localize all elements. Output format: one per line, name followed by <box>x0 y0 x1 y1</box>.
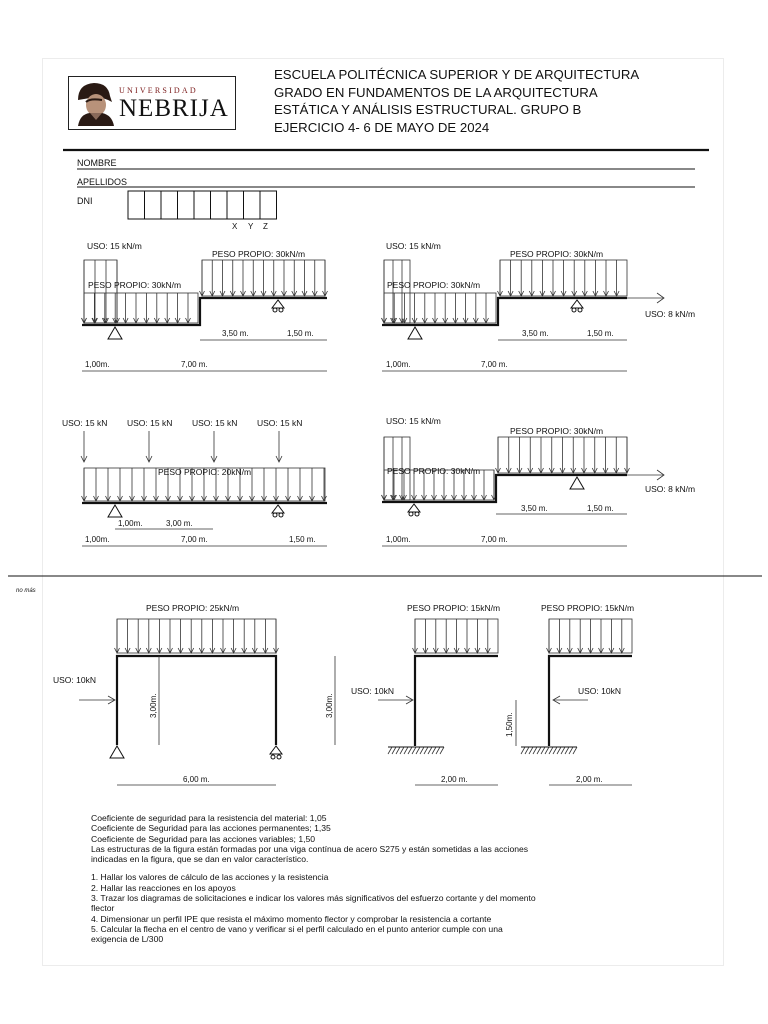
peso-propio-label: PESO PROPIO: 20kN/m <box>158 467 252 477</box>
dimension-label: 1,50 m. <box>587 329 614 338</box>
roller-support-icon <box>571 300 583 308</box>
exercise-2 <box>382 241 696 371</box>
beam-1 <box>82 298 327 325</box>
uso-axial-label: USO: 8 kN/m <box>645 484 696 494</box>
pin-support-icon <box>110 746 124 758</box>
pin-support-icon <box>408 327 422 339</box>
logo-name-text: NEBRIJA <box>119 95 229 122</box>
dimension-label: 3,00m. <box>325 693 334 718</box>
dimension-label: 3,00m. <box>149 693 158 718</box>
apellidos-label: APELLIDOS <box>77 177 128 187</box>
dni-field[interactable] <box>128 191 277 219</box>
point-load-label: USO: 15 kN <box>62 418 108 428</box>
exercise-3 <box>62 418 327 546</box>
pin-support-icon <box>570 477 584 489</box>
roller-support-icon <box>272 300 284 308</box>
pin-support-icon <box>108 505 122 517</box>
student-form <box>77 158 695 231</box>
dimension-label: 3,00 m. <box>166 519 193 528</box>
dimension-label: 1,00m. <box>386 360 411 369</box>
point-load-arrow-icon <box>276 431 282 462</box>
dimension-label: 1,00m. <box>85 535 110 544</box>
uso-load-label: USO: 15 kN/m <box>87 241 142 251</box>
distributed-load-icon <box>547 619 633 653</box>
distributed-load-icon <box>413 619 499 653</box>
dimension-label: 1,50m. <box>505 712 514 737</box>
ground-hatch-icon <box>521 747 577 754</box>
safety-coefficient: Coeficiente de seguridad para la resistencia del material: 1,05 <box>91 813 327 823</box>
uso-load-label: USO: 10kN <box>578 686 621 696</box>
header-line: EJERCICIO 4- 6 DE MAYO DE 2024 <box>274 119 490 135</box>
dimension-label: 1,50 m. <box>587 504 614 513</box>
dimension-label: 3,50 m. <box>222 329 249 338</box>
cantilever-frame <box>415 656 498 746</box>
point-load-label: USO: 15 kN <box>257 418 303 428</box>
dimension-label: 1,00m. <box>118 519 143 528</box>
peso-propio-label: PESO PROPIO: 30kN/m <box>212 249 306 259</box>
header-line: GRADO EN FUNDAMENTOS DE LA ARQUITECTURA <box>274 84 598 100</box>
dimension-label: 3,50 m. <box>521 504 548 513</box>
point-load-label: USO: 15 kN <box>127 418 173 428</box>
beam-2 <box>382 298 627 325</box>
peso-propio-label: PESO PROPIO: 30kN/m <box>88 280 182 290</box>
uso-load-label: USO: 15 kN/m <box>386 241 441 251</box>
pin-support-icon <box>108 327 122 339</box>
dimension-label: 1,00m. <box>85 360 110 369</box>
handwritten-note: no más <box>16 588 36 594</box>
dimension-label: 7,00 m. <box>181 535 208 544</box>
dimension-label: 1,50 m. <box>289 535 316 544</box>
dimension-label: 7,00 m. <box>481 535 508 544</box>
uso-load-icon <box>382 260 411 323</box>
frame-1 <box>53 603 335 785</box>
dni-letter: X <box>232 222 238 231</box>
dni-letter: Z <box>263 222 268 231</box>
peso-propio-label: PESO PROPIO: 15kN/m <box>541 603 635 613</box>
point-load-arrow-icon <box>81 431 87 462</box>
ground-hatch-icon <box>388 747 444 754</box>
logo-university-text: UNIVERSIDAD <box>119 86 198 95</box>
frame-2 <box>351 603 516 785</box>
distributed-load-icon <box>82 293 199 323</box>
frame-3 <box>521 603 634 785</box>
exercise-4 <box>382 416 696 546</box>
point-load-arrow-icon <box>211 431 217 462</box>
distributed-load-icon <box>496 437 630 473</box>
uso-load-label: USO: 15 kN/m <box>386 416 441 426</box>
point-load-arrow-icon <box>146 431 152 462</box>
task-item: 1. Hallar los valores de cálculo de las acciones y la resistencia <box>91 872 329 883</box>
portal-frame <box>117 656 276 745</box>
dimension-label: 7,00 m. <box>181 360 208 369</box>
beam-4 <box>382 475 627 502</box>
task-item: 3. Trazar los diagramas de solicitaciones e indicar los valores más significativos del esfuerzo cortante y del momento flector <box>91 893 536 914</box>
dni-label: DNI <box>77 196 93 206</box>
uso-load-icon <box>82 260 120 323</box>
distributed-load-icon <box>115 619 279 653</box>
peso-propio-label: PESO PROPIO: 30kN/m <box>510 426 604 436</box>
uso-axial-label: USO: 8 kN/m <box>645 309 696 319</box>
roller-support-icon <box>408 504 420 512</box>
dimension-label: 3,50 m. <box>522 329 549 338</box>
nombre-label: NOMBRE <box>77 158 117 168</box>
safety-coefficient: Coeficiente de Seguridad para las acciones permanentes; 1,35 <box>91 823 331 834</box>
dimension-label: 2,00 m. <box>576 775 603 784</box>
dimension-label: 1,50 m. <box>287 329 314 338</box>
exam-instructions <box>91 813 541 945</box>
peso-propio-label: PESO PROPIO: 30kN/m <box>387 466 481 476</box>
exercise-1 <box>82 241 328 371</box>
peso-propio-label: PESO PROPIO: 25kN/m <box>146 603 240 613</box>
task-item: 4. Dimensionar un perfil IPE que resista el máximo momento flector y comprobar la resistencia a cortante <box>91 913 492 924</box>
roller-support-icon <box>272 505 284 513</box>
roller-support-icon <box>270 746 282 754</box>
peso-propio-label: PESO PROPIO: 15kN/m <box>407 603 501 613</box>
distributed-load-icon <box>498 260 628 296</box>
dimension-label: 6,00 m. <box>183 775 210 784</box>
dni-letter: Y <box>248 222 254 231</box>
distributed-load-icon <box>382 293 497 323</box>
peso-propio-label: PESO PROPIO: 30kN/m <box>510 249 604 259</box>
dimension-label: 2,00 m. <box>441 775 468 784</box>
safety-coefficient: Coeficiente de Seguridad para las acciones variables; 1,50 <box>91 833 316 844</box>
task-item: 2. Hallar las reacciones en los apoyos <box>91 882 236 893</box>
cantilever-frame <box>549 656 632 746</box>
task-item: 5. Calcular la flecha en el centro de vano y verificar si el perfil calculado en el punto anterior cumple con una exigencia de L/300 <box>91 923 503 945</box>
distributed-load-icon <box>200 260 328 296</box>
problem-description: Las estructuras de la figura están formadas por una viga contínua de acero S275 y están sometidas a las acciones indicadas en la figura, que se dan en valor característico. <box>91 843 529 865</box>
dimension-label: 1,00m. <box>386 535 411 544</box>
uso-load-label: USO: 10kN <box>53 675 96 685</box>
point-load-label: USO: 15 kN <box>192 418 238 428</box>
peso-propio-label: PESO PROPIO: 30kN/m <box>387 280 481 290</box>
header-line: ESTÁTICA Y ANÁLISIS ESTRUCTURAL. GRUPO B <box>274 102 582 117</box>
uso-load-label: USO: 10kN <box>351 686 394 696</box>
header-line: ESCUELA POLITÉCNICA SUPERIOR Y DE ARQUITECTURA <box>274 67 640 82</box>
dimension-label: 7,00 m. <box>481 360 508 369</box>
